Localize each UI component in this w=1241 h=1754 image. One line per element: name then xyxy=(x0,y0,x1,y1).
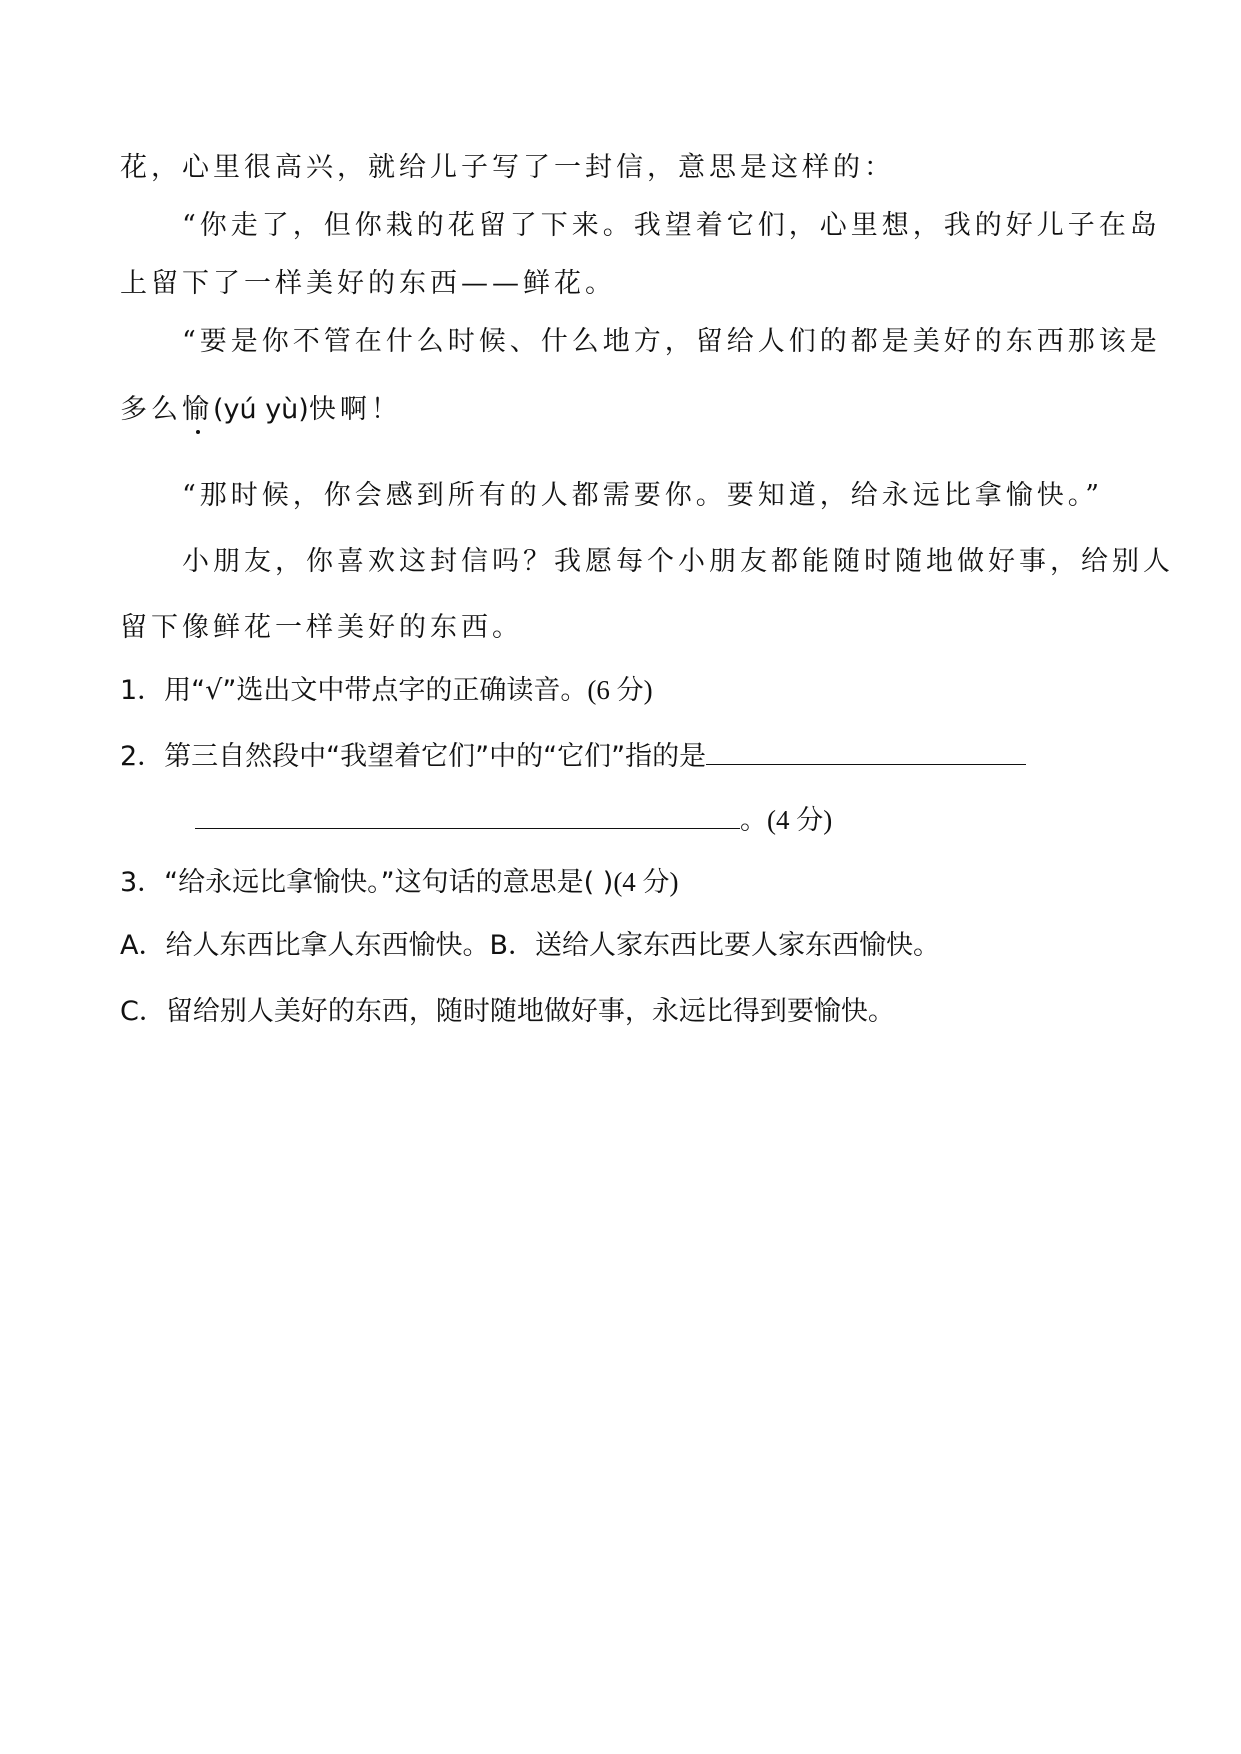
passage-line-2: “你走了，但你栽的花留了下来。我望着它们，心里想，我的好儿子在岛 xyxy=(182,210,1161,241)
passage-line-5 xyxy=(120,392,1125,428)
question-2-continued xyxy=(195,800,895,839)
question-1 xyxy=(120,672,1125,709)
text-segment: 多么 xyxy=(120,394,182,425)
option-b[interactable]: B．送给人家东西比要人家东西愉快。 xyxy=(489,930,941,961)
question-3-options-ab xyxy=(120,928,1125,964)
option-a[interactable]: A．给人东西比拿人东西愉快。 xyxy=(120,930,490,961)
passage-line-4: “要是你不管在什么时候、什么地方，留给人们的都是美好的东西那该是 xyxy=(182,326,1161,357)
question-text: 3．“给永远比拿愉快。”这句话的意思是( ) xyxy=(120,867,614,898)
answer-blank[interactable] xyxy=(706,736,1026,765)
option-c[interactable]: C．留给别人美好的东西，随时随地做好事，永远比得到要愉快。 xyxy=(120,996,895,1027)
question-text: 2．第三自然段中“我望着它们”中的“它们”指的是 xyxy=(120,741,707,772)
dotted-character: 愉 xyxy=(182,392,213,428)
question-text: 1．用“√”选出文中带点字的正确读音。 xyxy=(120,675,588,706)
question-score: (6 分) xyxy=(587,675,653,705)
passage-line-6: “那时候，你会感到所有的人都需要你。要知道，给永远比拿愉快。” xyxy=(182,480,1104,511)
passage-line-7: 小朋友，你喜欢这封信吗？我愿每个小朋友都能随时随地做好事，给别人 xyxy=(182,546,1174,577)
question-3-option-c xyxy=(120,994,1125,1030)
passage-line-1: 花，心里很高兴，就给儿子写了一封信，意思是这样的： xyxy=(120,152,895,183)
question-score: (4 分) xyxy=(767,805,833,835)
pinyin-options: (yú yù) xyxy=(213,394,309,425)
answer-blank[interactable] xyxy=(195,800,740,829)
text-segment: 快啊！ xyxy=(308,394,402,425)
question-3 xyxy=(120,864,1125,901)
passage-line-8: 留下像鲜花一样美好的东西。 xyxy=(120,612,523,643)
question-2 xyxy=(120,736,1125,775)
question-score: (4 分) xyxy=(613,867,679,897)
passage-line-3: 上留下了一样美好的东西——鲜花。 xyxy=(120,268,616,299)
question-text: 。 xyxy=(740,805,767,836)
